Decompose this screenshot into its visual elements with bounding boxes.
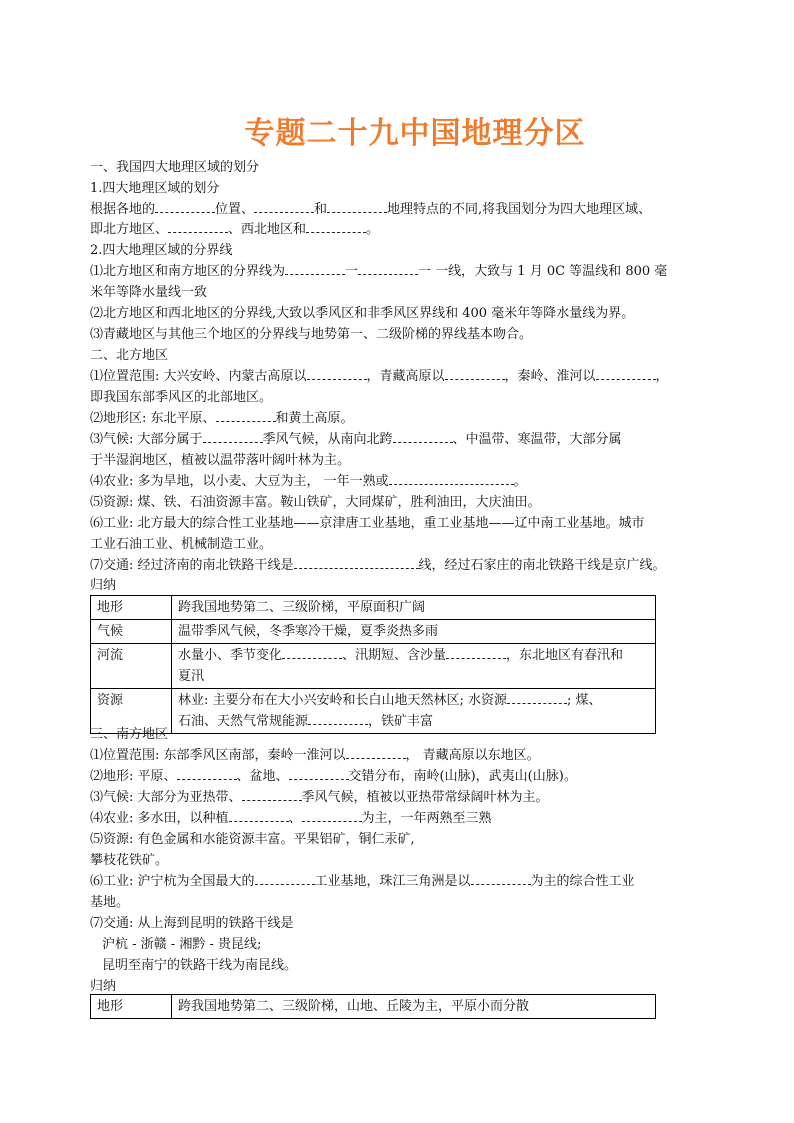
table-row: 地形 跨我国地势第二、三级阶梯，平原面积广阔: [91, 596, 656, 620]
fill-blank[interactable]: [307, 369, 367, 380]
south-climate: ⑶气候: 大部分为亚热带、 季风气候，植被以亚热带常绿阔叶林为主。: [90, 790, 549, 805]
table-row: 气候 温带季风气候，冬季寒冷干燥，夏季炎热多雨: [91, 620, 656, 644]
paragraph-1-2-1: ⑴北方地区和南方地区的分界线为 一 一 一线，大致与 1 月 0C 等温线和 800 毫: [90, 264, 668, 279]
fill-blank[interactable]: [289, 769, 349, 780]
fill-blank[interactable]: [242, 790, 302, 801]
south-summary-table: [90, 994, 656, 1019]
fill-blank[interactable]: [285, 264, 345, 275]
south-agriculture: ⑷农业: 多水田，以种植 、 为主，一年两熟至三熟: [90, 811, 492, 826]
north-landform: ⑵地形区: 东北平原、 和黄土高原。: [90, 411, 354, 426]
south-transport: ⑺交通: 从上海到昆明的铁路干线是: [90, 916, 294, 931]
table-row: 地形 跨我国地势第二、三级阶梯，山地、丘陵为主，平原小而分散: [91, 995, 656, 1019]
fill-blank[interactable]: [393, 432, 453, 443]
fill-blank[interactable]: [507, 693, 567, 704]
subheading-1-1: 1.四大地理区域的划分: [90, 181, 220, 196]
paragraph-1-1-cont: 即北方地区、 、西北地区和 。: [90, 222, 380, 237]
south-location: ⑴位置范围: 东部季风区南部，秦岭一淮河以 ， 青藏高原以东地区。: [90, 748, 540, 763]
north-climate-cont: 于半湿润地区，植被以温带落叶阔叶林为主。: [90, 453, 351, 468]
north-industry: ⑹工业: 北方最大的综合性工业基地——京津唐工业基地，重工业基地——辽中南工业基地。城市: [90, 516, 645, 531]
subheading-1-2: 2.四大地理区域的分界线: [90, 243, 233, 258]
fill-blank[interactable]: [471, 874, 531, 885]
summary-label: 归纳: [90, 578, 117, 593]
fill-blank[interactable]: [346, 748, 406, 759]
fill-blank[interactable]: [358, 264, 418, 275]
fill-blank[interactable]: [302, 811, 362, 822]
paragraph-1-2-1-cont: 米年等降水量线一致: [90, 285, 208, 300]
fill-blank[interactable]: [255, 874, 315, 885]
north-climate: ⑶气候: 大部分属于 季风气候，从南向北跨 、中温带、寒温带，大部分属: [90, 432, 622, 447]
north-location: ⑴位置范围: 大兴安岭、内蒙古高原以 ，青藏高原以 ，秦岭、淮河以 ，: [90, 369, 669, 384]
fill-blank[interactable]: [327, 202, 387, 213]
fill-blank[interactable]: [155, 202, 215, 213]
fill-blank[interactable]: [306, 222, 366, 233]
section-heading-1: 一、我国四大地理区域的划分: [90, 160, 260, 175]
table-row: 河流 水量小、季节变化 、汛期短、含沙量 ，东北地区有春汛和 夏汛: [91, 644, 656, 689]
fill-blank[interactable]: [203, 432, 263, 443]
north-summary-table: [90, 595, 656, 734]
south-resources-cont: 攀枝花铁矿。: [90, 853, 169, 868]
table-row: 资源 林业: 主要分布在大小兴安岭和长白山地天然林区; 水资源 ; 煤、 石油、天然气常规能源 ，铁矿丰富: [91, 689, 656, 734]
south-industry: ⑹工业: 沪宁杭为全国最大的 工业基地，珠江三角洲是以 为主的综合性工业: [90, 874, 635, 889]
fill-blank[interactable]: [446, 648, 506, 659]
paragraph-1-2-3: ⑶青藏地区与其他三个地区的分界线与地势第一、二级阶梯的界线基本吻合。: [90, 327, 533, 342]
fill-blank[interactable]: [294, 558, 419, 569]
fill-blank[interactable]: [596, 369, 656, 380]
fill-blank[interactable]: [282, 648, 342, 659]
fill-blank[interactable]: [254, 202, 314, 213]
north-resources: ⑸资源: 煤、铁、石油资源丰富。鞍山铁矿，大同煤矿，胜利油田，大庆油田。: [90, 495, 541, 510]
north-agriculture: ⑷农业: 多为旱地，以小麦、大豆为主， 一年一熟或 。: [90, 474, 527, 489]
paragraph-1-1: 根据各地的 位置、 和 地理特点的不同,将我国划分为四大地理区域、: [90, 202, 652, 217]
document-title: 专题二十九中国地理分区: [244, 116, 586, 151]
fill-blank[interactable]: [445, 369, 505, 380]
north-transport: ⑺交通: 经过济南的南北铁路干线是 线，经过石家庄的南北铁路干线是京广线。: [90, 558, 666, 573]
section-heading-3: 三、南方地区: [90, 727, 169, 742]
south-resources: ⑸资源: 有色金属和水能资源丰富。平果铝矿，铜仁汞矿,: [90, 832, 415, 847]
summary-label: 归纳: [90, 979, 117, 994]
paragraph-1-2-2: ⑵北方地区和西北地区的分界线,大致以季风区和非季风区界线和 400 毫米年等降水量线为界。: [90, 306, 635, 321]
south-industry-cont: 基地。: [90, 895, 130, 910]
section-heading-2: 二、北方地区: [90, 348, 169, 363]
fill-blank[interactable]: [216, 411, 276, 422]
fill-blank[interactable]: [168, 222, 228, 233]
north-location-cont: 即我国东部季风区的北部地区。: [90, 390, 273, 405]
south-transport-route-1: 沪杭 - 浙赣 - 湘黔 - 贵昆线;: [102, 937, 262, 952]
fill-blank[interactable]: [389, 474, 514, 485]
north-industry-cont: 工业石油工业、机械制造工业。: [90, 537, 273, 552]
fill-blank[interactable]: [177, 769, 237, 780]
fill-blank[interactable]: [229, 811, 289, 822]
south-landform: ⑵地形: 平原、 、盆地、 交错分布，南岭(山脉)，武夷山(山脉)。: [90, 769, 577, 784]
south-transport-route-2: 昆明至南宁的铁路干线为南昆线。: [102, 958, 298, 973]
fill-blank[interactable]: [308, 714, 368, 725]
